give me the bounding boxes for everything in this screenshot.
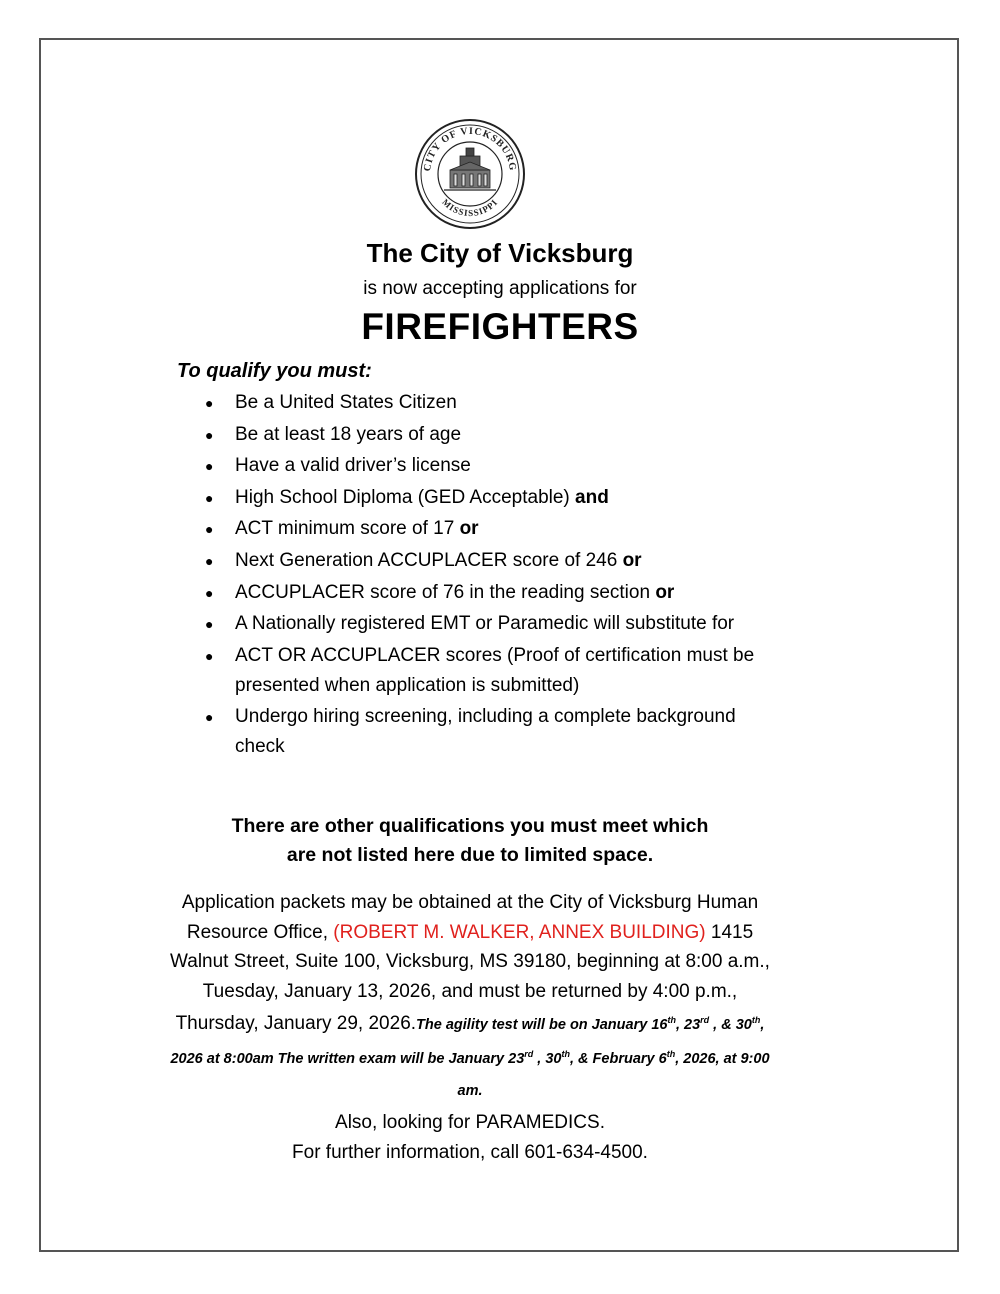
seal-top-text: CITY OF VICKSBURG: [421, 125, 519, 173]
list-item: [205, 420, 765, 450]
building-name: (ROBERT M. WALKER, ANNEX BUILDING): [333, 921, 706, 943]
other-qualifications-line1: There are other qualifications you must meet which: [231, 815, 709, 837]
bullet-icon: ●: [205, 647, 214, 664]
list-item: [205, 609, 765, 639]
footer-info: [0, 1108, 940, 1168]
bullet-icon: ●: [205, 616, 214, 633]
requirement-text: ACT minimum score of 17: [235, 518, 460, 540]
bullet-icon: ●: [205, 458, 214, 475]
test-schedule: The agility test will be on January 16th, 23rd , & 30th, 2026 at 8:00am The written exam will be January 23rd , 30th, & February 6th, 2026, at 9:00 am.: [170, 1015, 770, 1099]
requirement-text: Undergo hiring screening, including a complete background check: [235, 706, 736, 758]
requirement-text: Next Generation ACCUPLACER score of 246: [235, 549, 623, 571]
requirement-text: ACT OR ACCUPLACER scores (Proof of certification must be presented when application is submitted): [235, 644, 755, 696]
requirement-text: Be a United States Citizen: [235, 392, 457, 413]
requirements-list: [205, 388, 765, 764]
list-item: [205, 546, 765, 576]
list-item: [205, 388, 765, 418]
page-title: The City of Vicksburg: [366, 238, 634, 268]
bullet-icon: ●: [205, 489, 214, 506]
other-qualifications-line2: are not listed here due to limited space.: [286, 844, 654, 866]
list-item: [205, 514, 765, 544]
qualify-heading: To qualify you must:: [177, 360, 372, 382]
list-item: [205, 483, 765, 513]
requirement-text: Be at least 18 years of age: [235, 423, 462, 445]
requirement-conjunction: or: [459, 518, 479, 540]
page-subtitle: is now accepting applications for: [363, 278, 637, 299]
requirement-text: High School Diploma (GED Acceptable): [235, 486, 576, 508]
application-dates: 1415 Walnut Street, Suite 100, Vicksburg, MS 39180, beginning at 8:00 a.m., Tuesday, January 13, 2026, and must be returned by 4:00 p.m., Thursday, January 29, 2026.: [170, 921, 770, 1034]
list-item: [205, 702, 765, 762]
job-headline: FIREFIGHTERS: [361, 306, 639, 347]
requirement-text: Have a valid driver’s license: [235, 455, 471, 477]
application-info: [170, 888, 770, 1106]
paramedics-note: Also, looking for PARAMEDICS.: [335, 1112, 605, 1133]
requirement-conjunction: or: [655, 581, 675, 603]
application-text: Application packets may be obtained at the City of Vicksburg Human Resource Office,: [181, 892, 759, 943]
requirement-conjunction: or: [622, 549, 642, 571]
bullet-icon: ●: [205, 395, 214, 411]
requirement-text: A Nationally registered EMT or Paramedic will substitute for: [235, 613, 735, 635]
list-item: [205, 578, 765, 608]
bullet-icon: ●: [205, 521, 214, 538]
requirement-text: ACCUPLACER score of 76 in the reading section: [235, 581, 656, 603]
requirement-conjunction: and: [575, 486, 609, 508]
bullet-icon: ●: [205, 426, 214, 443]
city-seal-icon: [414, 118, 526, 230]
bullet-icon: ●: [205, 709, 214, 726]
bullet-icon: ●: [205, 584, 214, 601]
bullet-icon: ●: [205, 552, 214, 569]
list-item: [205, 641, 765, 701]
contact-phone: For further information, call 601-634-4500.: [292, 1142, 648, 1163]
other-qualifications: [0, 812, 940, 870]
list-item: [205, 451, 765, 481]
seal-bottom-text: MISSISSIPPI: [440, 196, 500, 219]
